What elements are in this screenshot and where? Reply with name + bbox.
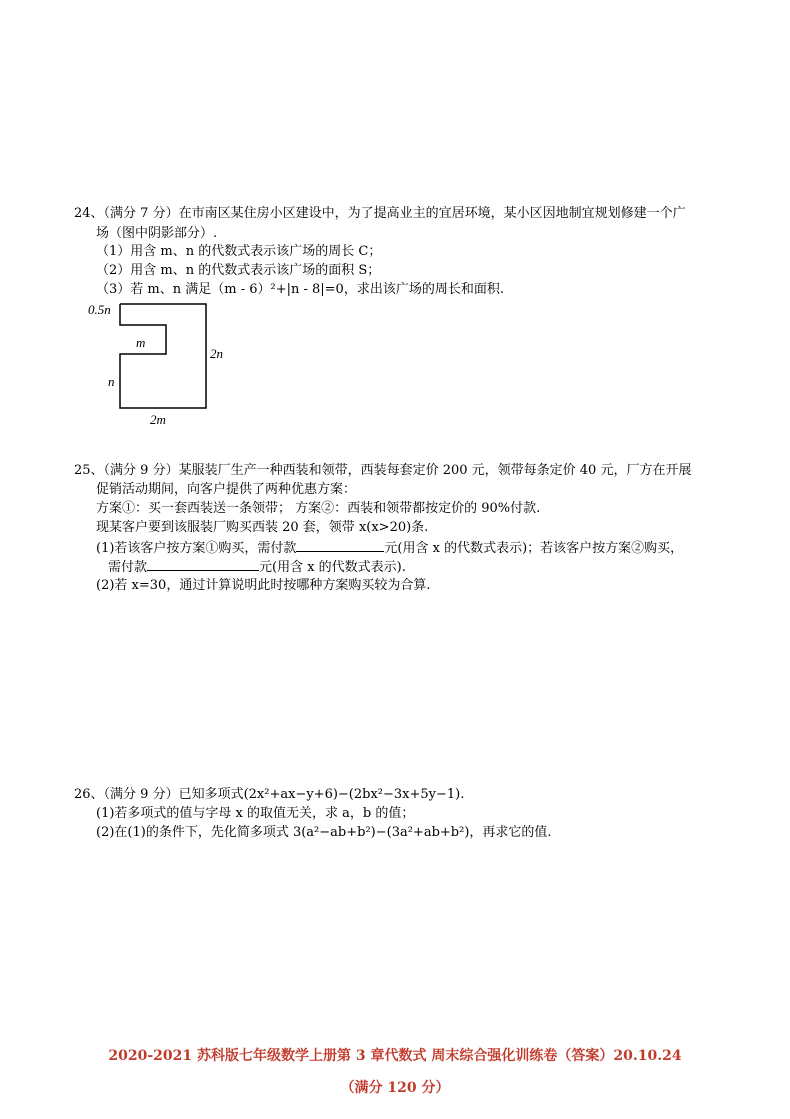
q25-part1-a: (1)若该客户按方案①购买，需付款 <box>96 541 297 556</box>
label-bottom-2m: 2m <box>150 412 166 427</box>
q25-part2: (2)若 x=30，通过计算说明此时按哪种方案购买较为合算. <box>96 578 431 593</box>
q25-plans: 方案①：买一套西装送一条领带； 方案②：西装和领带都按定价的 90%付款. <box>96 501 541 516</box>
q26-stem: 26、（满分 9 分）已知多项式(2x²+ax−y+6)−(2bx²−3x+5y−1). <box>74 787 465 802</box>
q25-stem-line2: 促销活动期间，向客户提供了两种优惠方案： <box>96 482 357 497</box>
label-inner-m: m <box>136 335 146 350</box>
q24-part2: （2）用含 m、n 的代数式表示该广场的面积 S； <box>96 263 381 278</box>
answer-blank-1 <box>296 537 384 552</box>
answer-blank-2 <box>147 556 259 571</box>
q26-part2: (2)在(1)的条件下，先化简多项式 3(a²−ab+b²)−(3a²+ab+b²)，再求它的值. <box>96 825 552 840</box>
label-right-2n: 2n <box>210 346 223 361</box>
footer-title: 2020-2021 苏科版七年级数学上册第 3 章代数式 周末综合强化训练卷（答案）20.10.24 <box>108 1048 682 1064</box>
q25-scenario: 现某客户要到该服装厂购买西装 20 套，领带 x(x>20)条. <box>96 520 429 535</box>
q24-stem-line1: 24、（满分 7 分）在市南区某住房小区建设中，为了提高业主的宜居环境，某小区因地制宜规划修建一个广 <box>74 206 686 221</box>
q25-part1-b: 元(用含 x 的代数式表示)；若该客户按方案②购买， <box>384 541 684 556</box>
label-left-n: n <box>108 374 115 389</box>
q25-part1-c: 需付款 <box>108 560 148 575</box>
q24-part1: （1）用含 m、n 的代数式表示该广场的周长 C； <box>96 244 382 259</box>
q25-stem-line1: 25、（满分 9 分）某服装厂生产一种西装和领带，西装每套定价 200 元，领带每条定价 40 元，厂方在开展 <box>74 463 692 478</box>
footer-subtitle: （满分 120 分） <box>340 1080 450 1096</box>
figure-outline <box>120 304 206 408</box>
q25-part1-d: 元(用含 x 的代数式表示). <box>259 560 406 575</box>
q25-part1-line2 <box>108 556 406 578</box>
label-top-left: 0.5n <box>88 302 111 317</box>
q24-figure <box>80 296 240 432</box>
q24-part3: （3）若 m、n 满足（m - 6）²+|n - 8|=0，求出该广场的周长和面积. <box>96 282 504 297</box>
q26-part1: (1)若多项式的值与字母 x 的取值无关，求 a，b 的值； <box>96 806 415 821</box>
q24-stem-line2: 场（图中阴影部分）. <box>96 226 218 241</box>
